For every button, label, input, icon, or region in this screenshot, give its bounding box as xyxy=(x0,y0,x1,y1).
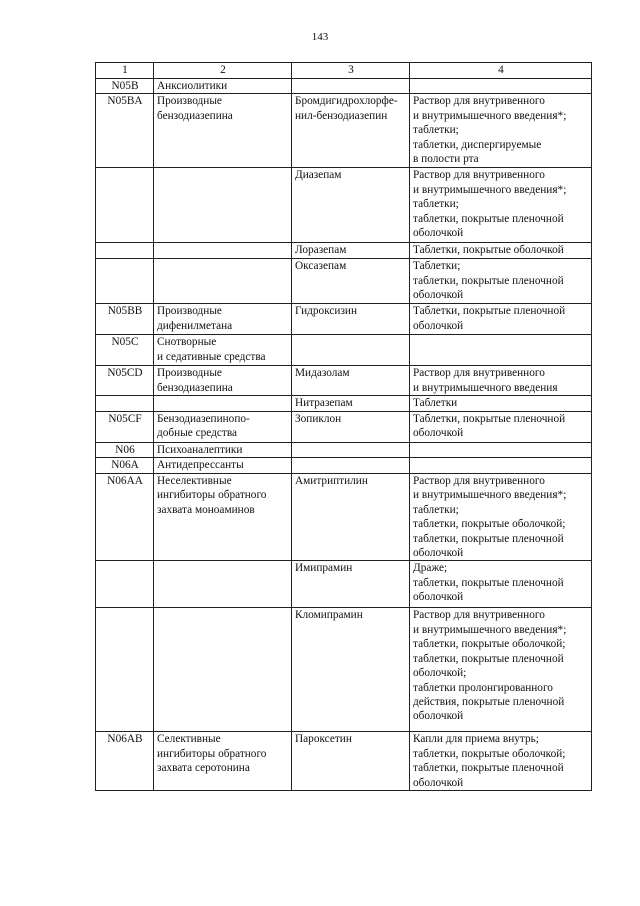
table-row xyxy=(96,243,592,259)
dosage-form-cell xyxy=(410,243,592,259)
atc-code-cell xyxy=(96,79,154,94)
drug-name-cell xyxy=(292,608,410,732)
atc-code-cell xyxy=(96,396,154,411)
table-header-row xyxy=(96,63,592,79)
atc-code-cell-text: N06AB xyxy=(107,733,143,746)
dosage-form-cell-text: Таблетки; таблетки, покрытые пленочной оболочкой xyxy=(413,260,564,302)
drug-name-cell-text: Зопиклон xyxy=(295,412,342,425)
group-name-cell xyxy=(154,259,292,304)
drug-name-cell-text: Мидазолам xyxy=(295,367,350,380)
drug-name-cell-text: Диазепам xyxy=(295,169,342,182)
drug-name-cell-text: Амитриптилин xyxy=(295,475,368,488)
dosage-form-cell-text: Раствор для внутривенного и внутримышечного введения xyxy=(413,367,558,394)
drug-name-cell xyxy=(292,79,410,94)
group-name-cell xyxy=(154,335,292,366)
drug-name-cell xyxy=(292,474,410,561)
atc-code-cell xyxy=(96,458,154,474)
drug-name-cell xyxy=(292,335,410,366)
drug-name-cell xyxy=(292,442,410,457)
dosage-form-cell-text: Раствор для внутривенного и внутримышечного введения*; таблетки; таблетки, покрытые пленочной оболочкой xyxy=(413,169,567,240)
drug-name-cell xyxy=(292,304,410,335)
atc-code-cell xyxy=(96,243,154,259)
header-cell-1: 1 xyxy=(96,63,154,79)
drug-name-cell-text: Пароксетин xyxy=(295,733,352,746)
drug-name-cell xyxy=(292,243,410,259)
atc-code-cell xyxy=(96,259,154,304)
atc-code-cell xyxy=(96,411,154,442)
group-name-cell-text: Производные дифенилметана xyxy=(157,305,233,332)
header-cell-3: 3 xyxy=(292,63,410,79)
dosage-form-cell-text: Раствор для внутривенного и внутримышечного введения*; таблетки, покрытые оболочкой; таблетки, покрытые пленочной оболочкой; таблетки пролонгированного действия, покрытые пленочной оболочкой xyxy=(413,609,567,723)
drug-name-cell xyxy=(292,411,410,442)
group-name-cell xyxy=(154,608,292,732)
atc-code-cell xyxy=(96,442,154,457)
group-name-cell xyxy=(154,732,292,791)
header-cell-2: 2 xyxy=(154,63,292,79)
table-row xyxy=(96,396,592,411)
atc-code-cell xyxy=(96,732,154,791)
atc-code-cell xyxy=(96,335,154,366)
atc-code-cell xyxy=(96,561,154,608)
drug-name-cell-text: Оксазепам xyxy=(295,260,347,273)
atc-code-cell-text: N05CD xyxy=(107,367,143,380)
drug-table xyxy=(95,62,592,791)
atc-code-cell-text: N06A xyxy=(111,459,139,472)
group-name-cell-text: Снотворные и седативные средства xyxy=(157,336,266,363)
dosage-form-cell xyxy=(410,304,592,335)
group-name-cell-text: Производные бензодиазепина xyxy=(157,95,233,122)
group-name-cell xyxy=(154,458,292,474)
group-name-cell-text: Антидепрессанты xyxy=(157,459,244,472)
drug-name-cell-text: Бромдигидрохлорфе- нил-бензодиазепин xyxy=(295,95,398,122)
table-row xyxy=(96,335,592,366)
table-row xyxy=(96,168,592,243)
table-row xyxy=(96,94,592,168)
drug-name-cell xyxy=(292,259,410,304)
drug-name-cell xyxy=(292,168,410,243)
table-row xyxy=(96,366,592,396)
atc-code-cell-text: N05CF xyxy=(108,412,142,425)
atc-code-cell xyxy=(96,168,154,243)
table-body xyxy=(96,63,592,791)
table-row xyxy=(96,474,592,561)
drug-name-cell-text: Кломипрамин xyxy=(295,609,363,622)
group-name-cell xyxy=(154,411,292,442)
dosage-form-cell xyxy=(410,366,592,396)
table-row xyxy=(96,442,592,457)
dosage-form-cell-text: Раствор для внутривенного и внутримышечного введения*; таблетки; таблетки, диспергируемые в полости рта xyxy=(413,95,567,166)
group-name-cell xyxy=(154,168,292,243)
group-name-cell xyxy=(154,396,292,411)
dosage-form-cell-text: Таблетки xyxy=(413,397,458,410)
atc-code-cell-text: N05B xyxy=(111,80,139,92)
table-row xyxy=(96,561,592,608)
group-name-cell-text: Бензодиазепинопо- добные средства xyxy=(157,412,250,440)
dosage-form-cell-text: Драже; таблетки, покрытые пленочной оболочкой xyxy=(413,562,564,604)
atc-code-cell xyxy=(96,608,154,732)
table-row xyxy=(96,304,592,335)
drug-name-cell xyxy=(292,458,410,474)
dosage-form-cell-text: Раствор для внутривенного и внутримышечного введения*; таблетки; таблетки, покрытые оболочкой; таблетки, покрытые пленочной оболочкой xyxy=(413,475,567,560)
drug-name-cell-text: Лоразепам xyxy=(295,244,347,257)
dosage-form-cell xyxy=(410,259,592,304)
atc-code-cell-text: N05C xyxy=(111,336,139,349)
atc-code-cell xyxy=(96,94,154,168)
drug-name-cell xyxy=(292,732,410,791)
dosage-form-cell-text: Таблетки, покрытые пленочной оболочкой xyxy=(413,305,566,332)
atc-code-cell xyxy=(96,304,154,335)
group-name-cell-text: Неселективные ингибиторы обратного захвата моноаминов xyxy=(157,475,267,516)
group-name-cell-text: Психоаналептики xyxy=(157,443,243,456)
table-row xyxy=(96,411,592,442)
dosage-form-cell xyxy=(410,608,592,732)
drug-name-cell-text: Гидроксизин xyxy=(295,305,358,318)
table-row xyxy=(96,608,592,732)
atc-code-cell-text: N05BB xyxy=(107,305,143,318)
group-name-cell-text: Селективные ингибиторы обратного захвата серотонина xyxy=(157,733,267,775)
group-name-cell xyxy=(154,79,292,94)
atc-code-cell-text: N06AA xyxy=(107,475,143,488)
dosage-form-cell xyxy=(410,79,592,94)
header-cell-4: 4 xyxy=(410,63,592,79)
drug-name-cell xyxy=(292,396,410,411)
page-number: 143 xyxy=(311,31,329,43)
drug-name-cell xyxy=(292,94,410,168)
group-name-cell xyxy=(154,94,292,168)
atc-code-cell-text: N05BA xyxy=(107,95,143,108)
dosage-form-cell-text: Таблетки, покрытые оболочкой xyxy=(413,244,564,257)
group-name-cell xyxy=(154,243,292,259)
drug-name-cell xyxy=(292,366,410,396)
drug-name-cell-text: Нитразепам xyxy=(295,397,353,410)
dosage-form-cell xyxy=(410,474,592,561)
drug-name-cell-text: Имипрамин xyxy=(295,562,353,575)
group-name-cell xyxy=(154,366,292,396)
dosage-form-cell xyxy=(410,458,592,474)
dosage-form-cell xyxy=(410,94,592,168)
dosage-form-cell xyxy=(410,732,592,791)
dosage-form-cell xyxy=(410,561,592,608)
table-row xyxy=(96,732,592,791)
dosage-form-cell xyxy=(410,396,592,411)
group-name-cell xyxy=(154,474,292,561)
dosage-form-cell xyxy=(410,168,592,243)
table-row xyxy=(96,458,592,474)
atc-code-cell-text: N06 xyxy=(115,443,135,456)
dosage-form-cell xyxy=(410,442,592,457)
group-name-cell xyxy=(154,304,292,335)
atc-code-cell xyxy=(96,366,154,396)
group-name-cell xyxy=(154,442,292,457)
atc-code-cell xyxy=(96,474,154,561)
table-row xyxy=(96,259,592,304)
dosage-form-cell-text: Капли для приема внутрь; таблетки, покрытые оболочкой; таблетки, покрытые пленочной оболочкой xyxy=(413,733,566,789)
group-name-cell-text: Производные бензодиазепина xyxy=(157,367,233,394)
dosage-form-cell-text: Таблетки, покрытые пленочной оболочкой xyxy=(413,412,566,440)
dosage-form-cell xyxy=(410,335,592,366)
drug-name-cell xyxy=(292,561,410,608)
group-name-cell-text: Анксиолитики xyxy=(157,80,228,92)
dosage-form-cell xyxy=(410,411,592,442)
table-row xyxy=(96,79,592,94)
group-name-cell xyxy=(154,561,292,608)
